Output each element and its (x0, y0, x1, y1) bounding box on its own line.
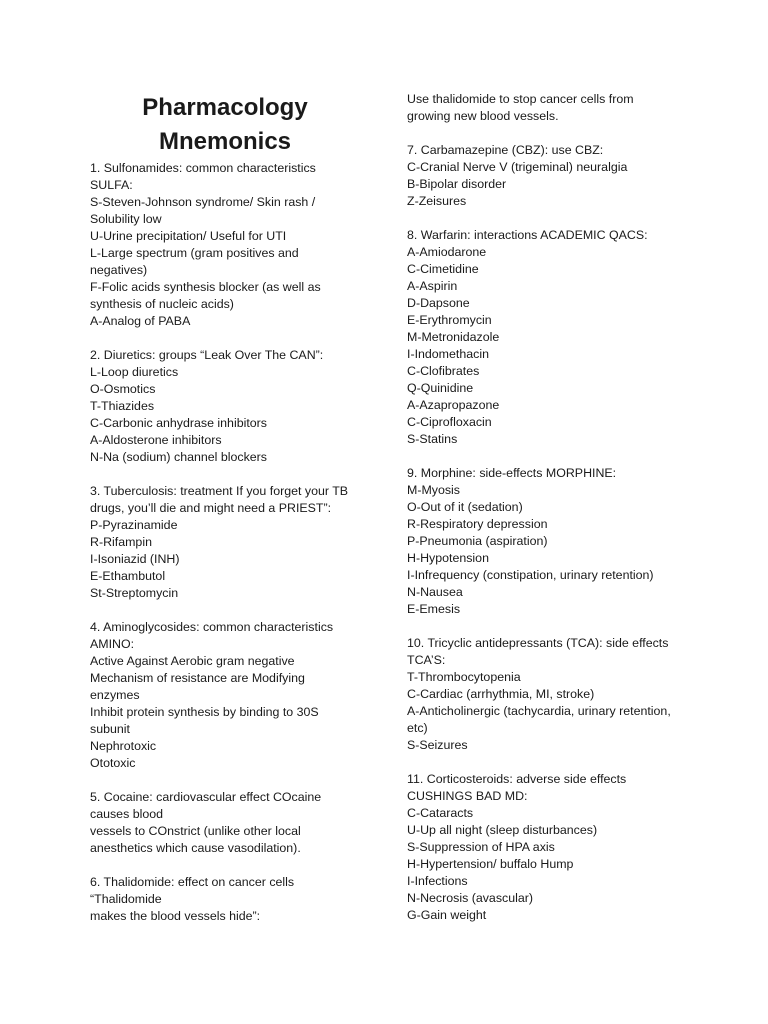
section-line: E-Erythromycin (407, 313, 492, 327)
section-line: R-Respiratory depression (407, 517, 548, 531)
section-line: etc) (407, 721, 428, 735)
section-line: P-Pyrazinamide (90, 518, 178, 532)
section-heading: 4. Aminoglycosides: common characteristics (90, 620, 334, 634)
section-line: E-Ethambutol (90, 569, 166, 583)
section-line: T-Thrombocytopenia (407, 670, 521, 684)
section-heading: 5. Cocaine: cardiovascular effect COcaine (90, 790, 322, 804)
section-gap (90, 466, 370, 483)
section-line: C-Ciprofloxacin (407, 415, 492, 429)
section-line: vessels to COnstrict (unlike other local (90, 824, 301, 838)
section-line: B-Bipolar disorder (407, 177, 507, 191)
section-line: S-Steven-Johnson syndrome/ Skin rash / (90, 195, 316, 209)
left-column (90, 160, 370, 925)
section-line: N-Na (sodium) channel blockers (90, 450, 267, 464)
section-line: St-Streptomycin (90, 586, 179, 600)
section-line: anesthetics which cause vasodilation). (90, 841, 301, 855)
section-line: Active Against Aerobic gram negative (90, 654, 295, 668)
section-line: O-Out of it (sedation) (407, 500, 523, 514)
section-line: A-Analog of PABA (90, 314, 191, 328)
section-line: T-Thiazides (90, 399, 155, 413)
section-heading: 7. Carbamazepine (CBZ): use CBZ: (407, 143, 604, 157)
mnemonic-section (407, 771, 687, 924)
section-heading: 10. Tricyclic antidepressants (TCA): side effects (407, 636, 669, 650)
mnemonic-section (407, 227, 687, 448)
section-line: A-Aldosterone inhibitors (90, 433, 222, 447)
mnemonic-section (407, 465, 687, 618)
section-gap (90, 602, 370, 619)
section-gap (407, 210, 687, 227)
page-title-line-2: Mnemonics (158, 128, 292, 155)
mnemonic-section (90, 874, 370, 925)
section-line: C-Clofibrates (407, 364, 480, 378)
section-line: I-Infrequency (constipation, urinary retention) (407, 568, 654, 582)
section-line: L-Large spectrum (gram positives and (90, 246, 299, 260)
section-heading: 9. Morphine: side-effects MORPHINE: (407, 466, 617, 480)
section-line: C-Cimetidine (407, 262, 479, 276)
section-line: Inhibit protein synthesis by binding to 30S (90, 705, 319, 719)
section-line: R-Rifampin (90, 535, 152, 549)
section-line: CUSHINGS BAD MD: (407, 789, 528, 803)
mnemonic-section (90, 483, 370, 602)
section-gap (90, 772, 370, 789)
mnemonic-section (90, 160, 370, 330)
section-line: C-Cardiac (arrhythmia, MI, stroke) (407, 687, 595, 701)
section-gap (90, 857, 370, 874)
section-line: C-Cataracts (407, 806, 474, 820)
section-line: I-Isoniazid (INH) (90, 552, 180, 566)
section-line: Nephrotoxic (90, 739, 157, 753)
section-line: N-Nausea (407, 585, 463, 599)
section-line: subunit (90, 722, 130, 736)
section-heading: 3. Tuberculosis: treatment If you forget your TB (90, 484, 349, 498)
right-column (407, 91, 687, 924)
section-line: drugs, you’ll die and might need a PRIEST”: (90, 501, 332, 515)
section-line: U-Up all night (sleep disturbances) (407, 823, 598, 837)
section-line: O-Osmotics (90, 382, 156, 396)
section-line: S-Seizures (407, 738, 468, 752)
mnemonic-section (90, 789, 370, 857)
section-gap (407, 618, 687, 635)
section-heading: 8. Warfarin: interactions ACADEMIC QACS: (407, 228, 648, 242)
mnemonic-section (407, 635, 687, 754)
section-line: N-Necrosis (avascular) (407, 891, 533, 905)
section-line: M-Myosis (407, 483, 460, 497)
section-line: L-Loop diuretics (90, 365, 179, 379)
section-heading: 6. Thalidomide: effect on cancer cells (90, 875, 295, 889)
section-gap (90, 330, 370, 347)
section-line: S-Statins (407, 432, 458, 446)
mnemonic-section (407, 91, 687, 125)
mnemonic-section (407, 142, 687, 210)
section-line: A-Aspirin (407, 279, 458, 293)
section-line: enzymes (90, 688, 140, 702)
section-line: I-Infections (407, 874, 468, 888)
section-heading: 11. Corticosteroids: adverse side effects (407, 772, 627, 786)
section-heading: Use thalidomide to stop cancer cells from (407, 92, 634, 106)
section-line: A-Azapropazone (407, 398, 500, 412)
section-gap (407, 448, 687, 465)
section-gap (407, 754, 687, 771)
section-line: H-Hypotension (407, 551, 489, 565)
section-line: causes blood (90, 807, 164, 821)
section-line: Q-Quinidine (407, 381, 474, 395)
mnemonic-section (90, 619, 370, 772)
section-line: M-Metronidazole (407, 330, 500, 344)
section-line: Mechanism of resistance are Modifying (90, 671, 305, 685)
section-line: negatives) (90, 263, 148, 277)
section-line: U-Urine precipitation/ Useful for UTI (90, 229, 287, 243)
section-line: H-Hypertension/ buffalo Hump (407, 857, 574, 871)
section-line: D-Dapsone (407, 296, 470, 310)
section-line: TCA’S: (407, 653, 446, 667)
section-line: A-Amiodarone (407, 245, 487, 259)
section-line: G-Gain weight (407, 908, 487, 922)
section-line: Ototoxic (90, 756, 136, 770)
section-line: F-Folic acids synthesis blocker (as well as (90, 280, 321, 294)
section-line: growing new blood vessels. (407, 109, 559, 123)
section-line: I-Indomethacin (407, 347, 489, 361)
page-title-line-1: Pharmacology (142, 94, 308, 121)
section-line: C-Carbonic anhydrase inhibitors (90, 416, 267, 430)
section-line: P-Pneumonia (aspiration) (407, 534, 548, 548)
page-title (90, 91, 360, 159)
section-line: Solubility low (90, 212, 162, 226)
section-line: Z-Zeisures (407, 194, 467, 208)
section-line: S-Suppression of HPA axis (407, 840, 555, 854)
section-line: SULFA: (90, 178, 133, 192)
section-gap (407, 125, 687, 142)
section-line: A-Anticholinergic (tachycardia, urinary retention, (407, 704, 671, 718)
section-line: makes the blood vessels hide”: (90, 909, 261, 923)
section-line: “Thalidomide (90, 892, 162, 906)
section-heading: 1. Sulfonamides: common characteristics (90, 161, 316, 175)
section-line: E-Emesis (407, 602, 461, 616)
section-line: C-Cranial Nerve V (trigeminal) neuralgia (407, 160, 628, 174)
section-line: AMINO: (90, 637, 135, 651)
mnemonic-section (90, 347, 370, 466)
section-line: synthesis of nucleic acids) (90, 297, 234, 311)
section-heading: 2. Diuretics: groups “Leak Over The CAN”: (90, 348, 324, 362)
